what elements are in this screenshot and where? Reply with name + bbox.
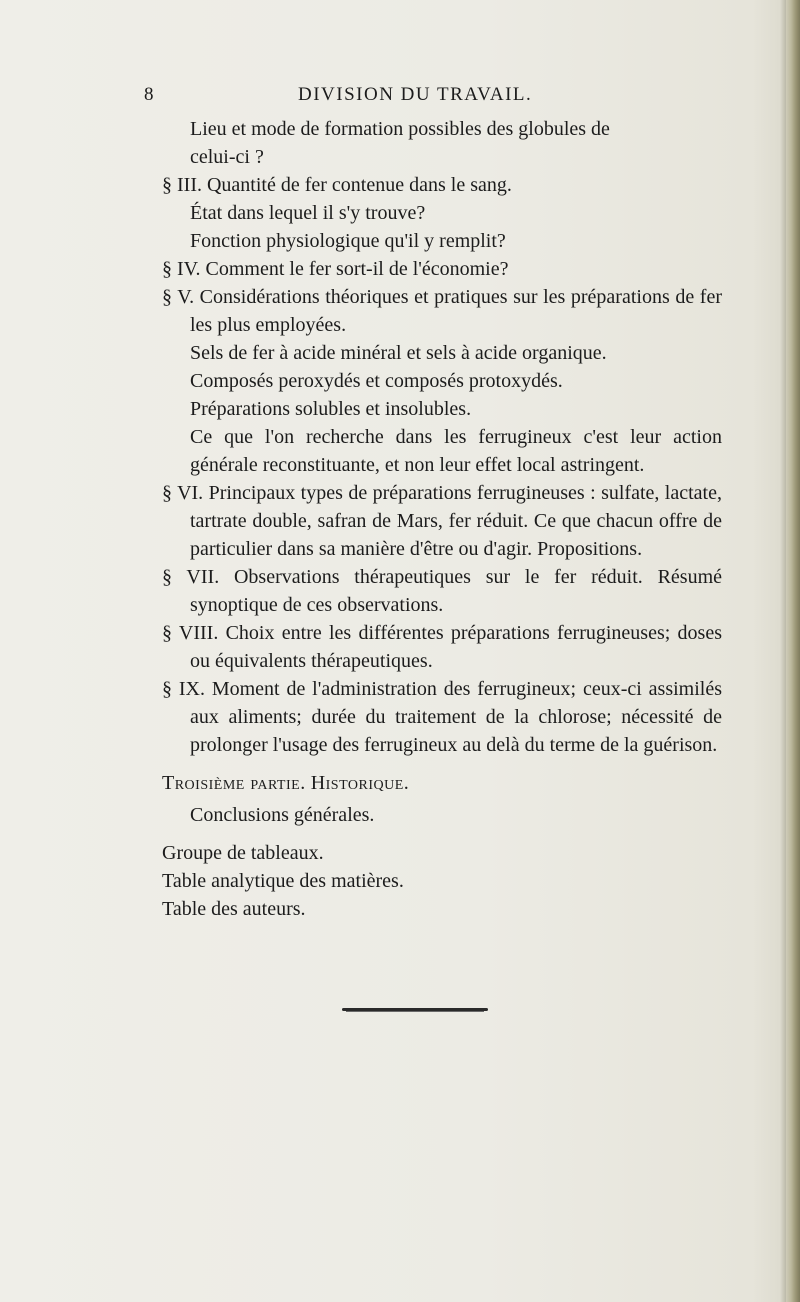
section-vii-heading: § VII. Observations thérapeutiques sur le fer réduit. Résumé synoptique de ces observations. (162, 566, 722, 616)
continuation-text (162, 115, 722, 171)
section-v-sub-1: Sels de fer à acide minéral et sels à acide organique. (190, 342, 607, 364)
section-iii-sub-1: État dans lequel il s'y trouve? (190, 202, 426, 224)
running-head: DIVISION DU TRAVAIL. (298, 84, 533, 105)
part-three-heading (162, 769, 722, 797)
section-iii-heading: § III. Quantité de fer contenue dans le sang. (162, 174, 512, 196)
part-three-title: Historique. (310, 772, 410, 794)
general-conclusions: Conclusions générales. (190, 804, 375, 826)
closing-rule-underline (346, 1011, 484, 1012)
section-iii-sub-2: Fonction physiologique qu'il y remplit? (190, 230, 506, 252)
section-iv-heading: § IV. Comment le fer sort-il de l'économie? (162, 258, 509, 280)
section-v-heading: § V. Considérations théoriques et pratiques sur les préparations de fer les plus employées. (162, 286, 722, 336)
continuation-line-1: Lieu et mode de formation possibles des globules de (190, 118, 610, 140)
annex-analytic-index: Table analytique des matières. (162, 870, 404, 892)
section-ix-heading: § IX. Moment de l'administration des ferrugineux; ceux-ci assimilés aux aliments; durée du traitement de la chlorose; nécessité de prolonger l'usage des ferrugineux au delà du terme de la guérison. (162, 678, 722, 756)
continuation-line-2: celui-ci ? (190, 146, 264, 168)
table-of-contents (162, 115, 722, 923)
annex-author-index: Table des auteurs. (162, 898, 306, 920)
page-number: 8 (144, 84, 155, 105)
section-v-sub-2: Composés peroxydés et composés protoxydés. (190, 370, 563, 392)
part-three-label: Troisième partie. (162, 772, 306, 794)
section-v-sub-3: Préparations solubles et insolubles. (190, 398, 472, 420)
book-edge (786, 0, 800, 1302)
section-vi-heading: § VI. Principaux types de préparations ferrugineuses : sulfate, lactate, tartrate double, safran de Mars, fer réduit. Ce que chacun offre de particulier dans sa manière d'être ou d'agir. Propositions. (162, 482, 722, 560)
page-header (0, 84, 800, 114)
section-v-sub-4: Ce que l'on recherche dans les ferrugineux c'est leur action générale reconstituante, et non leur effet local astringent. (190, 426, 722, 476)
section-viii-heading: § VIII. Choix entre les différentes préparations ferrugineuses; doses ou équivalents thérapeutiques. (162, 622, 722, 672)
annex-tables-group: Groupe de tableaux. (162, 842, 324, 864)
